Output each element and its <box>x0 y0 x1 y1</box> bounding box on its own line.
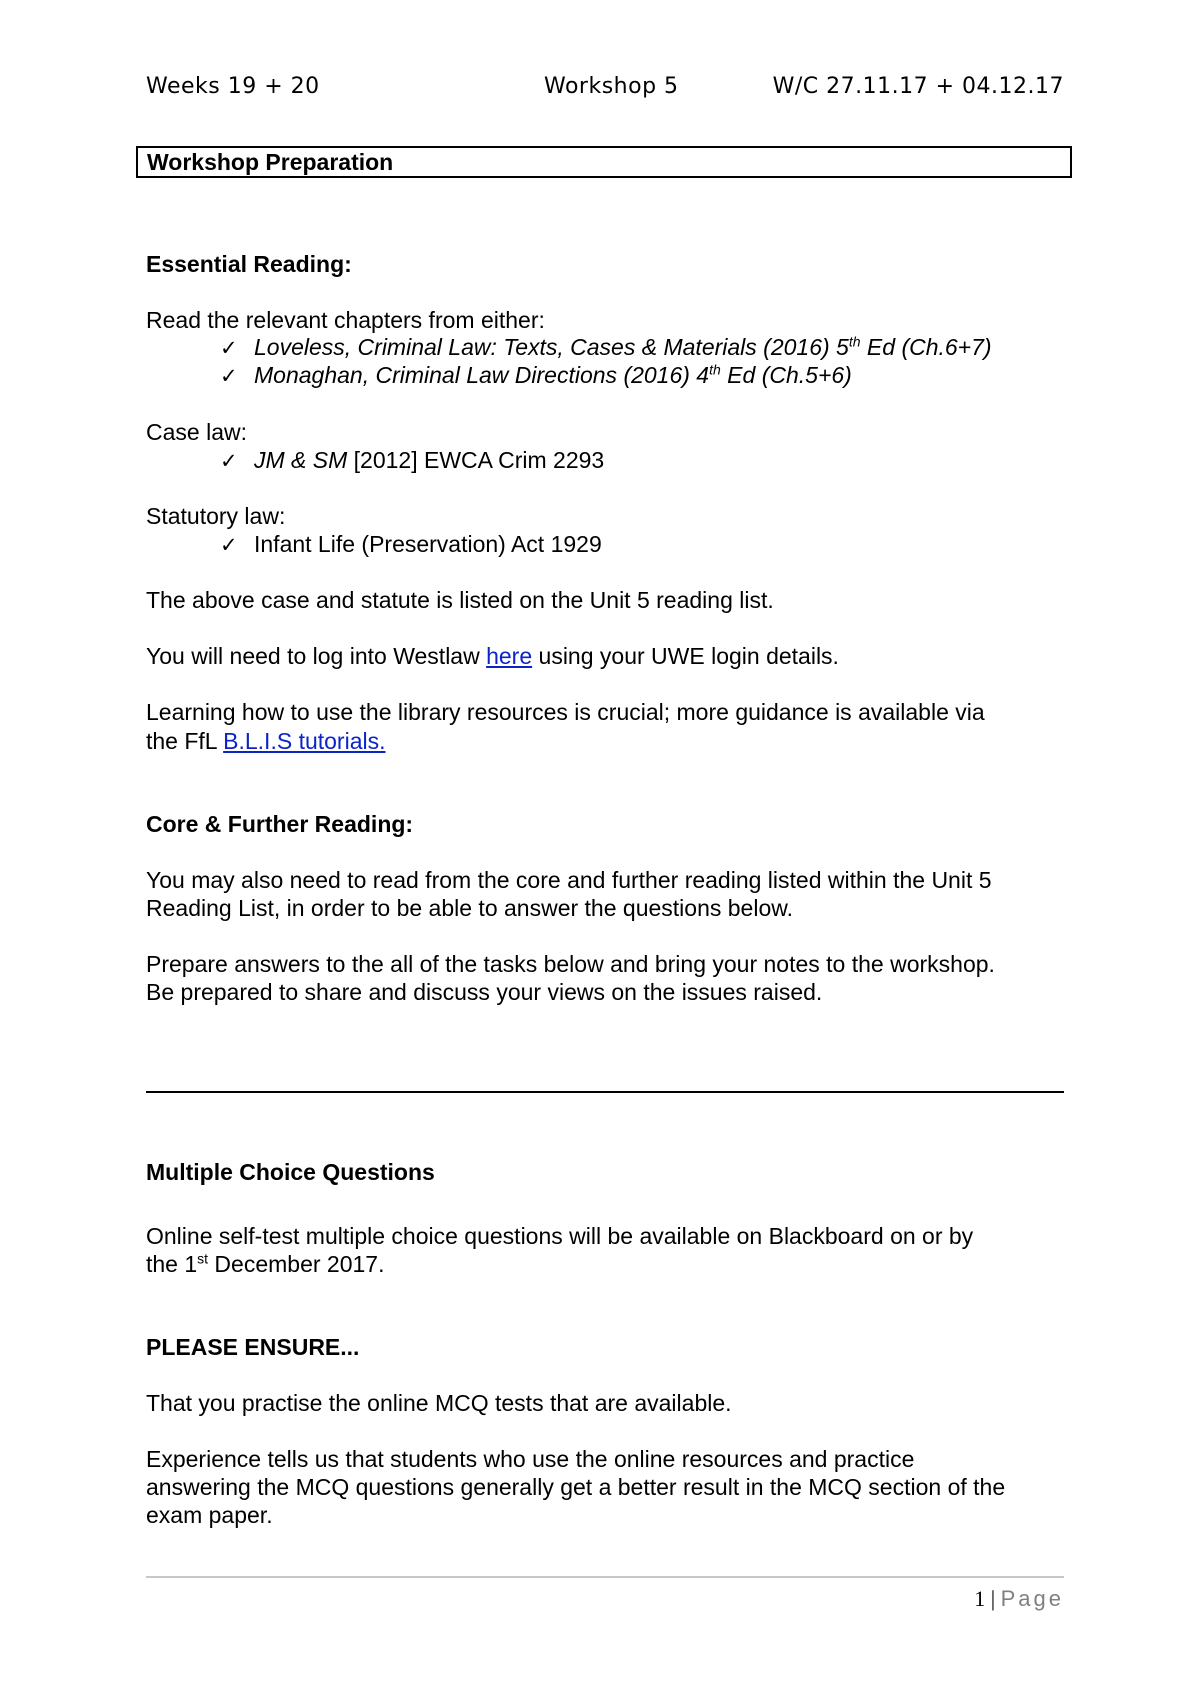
ensure-heading: PLEASE ENSURE... <box>146 1334 360 1360</box>
listed-note: The above case and statute is listed on the Unit 5 reading list. <box>146 587 774 613</box>
checkmark-icon: ✓ <box>220 364 238 388</box>
case-item: ✓ JM & SM [2012] EWCA Crim 2293 <box>220 447 605 473</box>
core-para2-line2: Be prepared to share and discuss your views on the issues raised. <box>146 979 823 1005</box>
core-para2-line1: Prepare answers to the all of the tasks below and bring your notes to the workshop. <box>146 951 995 977</box>
checkmark-icon: ✓ <box>220 336 238 360</box>
page-label: Page <box>1000 1586 1064 1611</box>
mcq-line-2: the 1st December 2017. <box>146 1250 385 1277</box>
westlaw-line: You will need to log into Westlaw here using your UWE login details. <box>146 643 839 669</box>
core-heading: Core & Further Reading: <box>146 811 414 837</box>
checkmark-icon: ✓ <box>220 533 238 557</box>
book-item-loveless: ✓ Loveless, Criminal Law: Texts, Cases & Materials (2016) 5th Ed (Ch.6+7) <box>220 333 992 360</box>
header-weeks: Weeks 19 + 20 <box>146 74 320 99</box>
mcq-line-1: Online self-test multiple choice questions will be available on Blackboard on or by <box>146 1223 974 1249</box>
header-date: W/C 27.11.17 + 04.12.17 <box>772 74 1064 99</box>
prep-title-box <box>136 146 1072 178</box>
mcq-heading: Multiple Choice Questions <box>146 1159 435 1185</box>
checkmark-icon: ✓ <box>220 449 238 473</box>
practise-line: That you practise the online MCQ tests that are available. <box>146 1390 732 1416</box>
page-number: 1 <box>974 1586 986 1611</box>
footer-divider <box>146 1576 1064 1578</box>
header-workshop: Workshop 5 <box>544 74 679 99</box>
case-law-label: Case law: <box>146 419 247 445</box>
book-item-monaghan: ✓ Monaghan, Criminal Law Directions (2016) 4th Ed (Ch.5+6) <box>220 361 852 388</box>
statute-item: ✓ Infant Life (Preservation) Act 1929 <box>220 531 602 557</box>
experience-line-3: exam paper. <box>146 1502 273 1528</box>
learning-line-2: the FfL B.L.I.S tutorials. <box>146 728 386 754</box>
prep-title: Workshop Preparation <box>147 149 394 175</box>
westlaw-link[interactable]: here <box>486 643 533 669</box>
blis-tutorials-link[interactable]: B.L.I.S tutorials. <box>223 728 386 754</box>
learning-line-1: Learning how to use the library resources is crucial; more guidance is available via <box>146 699 985 725</box>
footer-separator: | <box>990 1586 996 1611</box>
core-para1-line2: Reading List, in order to be able to answer the questions below. <box>146 895 793 921</box>
essential-heading: Essential Reading: <box>146 251 352 277</box>
core-para1-line1: You may also need to read from the core and further reading listed within the Unit 5 <box>146 867 992 893</box>
page-footer <box>974 1586 1064 1612</box>
essential-intro: Read the relevant chapters from either: <box>146 307 545 333</box>
experience-line-1: Experience tells us that students who use the online resources and practice <box>146 1446 915 1472</box>
section-divider <box>146 1091 1064 1093</box>
statutory-law-label: Statutory law: <box>146 503 286 529</box>
experience-line-2: answering the MCQ questions generally get a better result in the MCQ section of the <box>146 1474 1006 1500</box>
